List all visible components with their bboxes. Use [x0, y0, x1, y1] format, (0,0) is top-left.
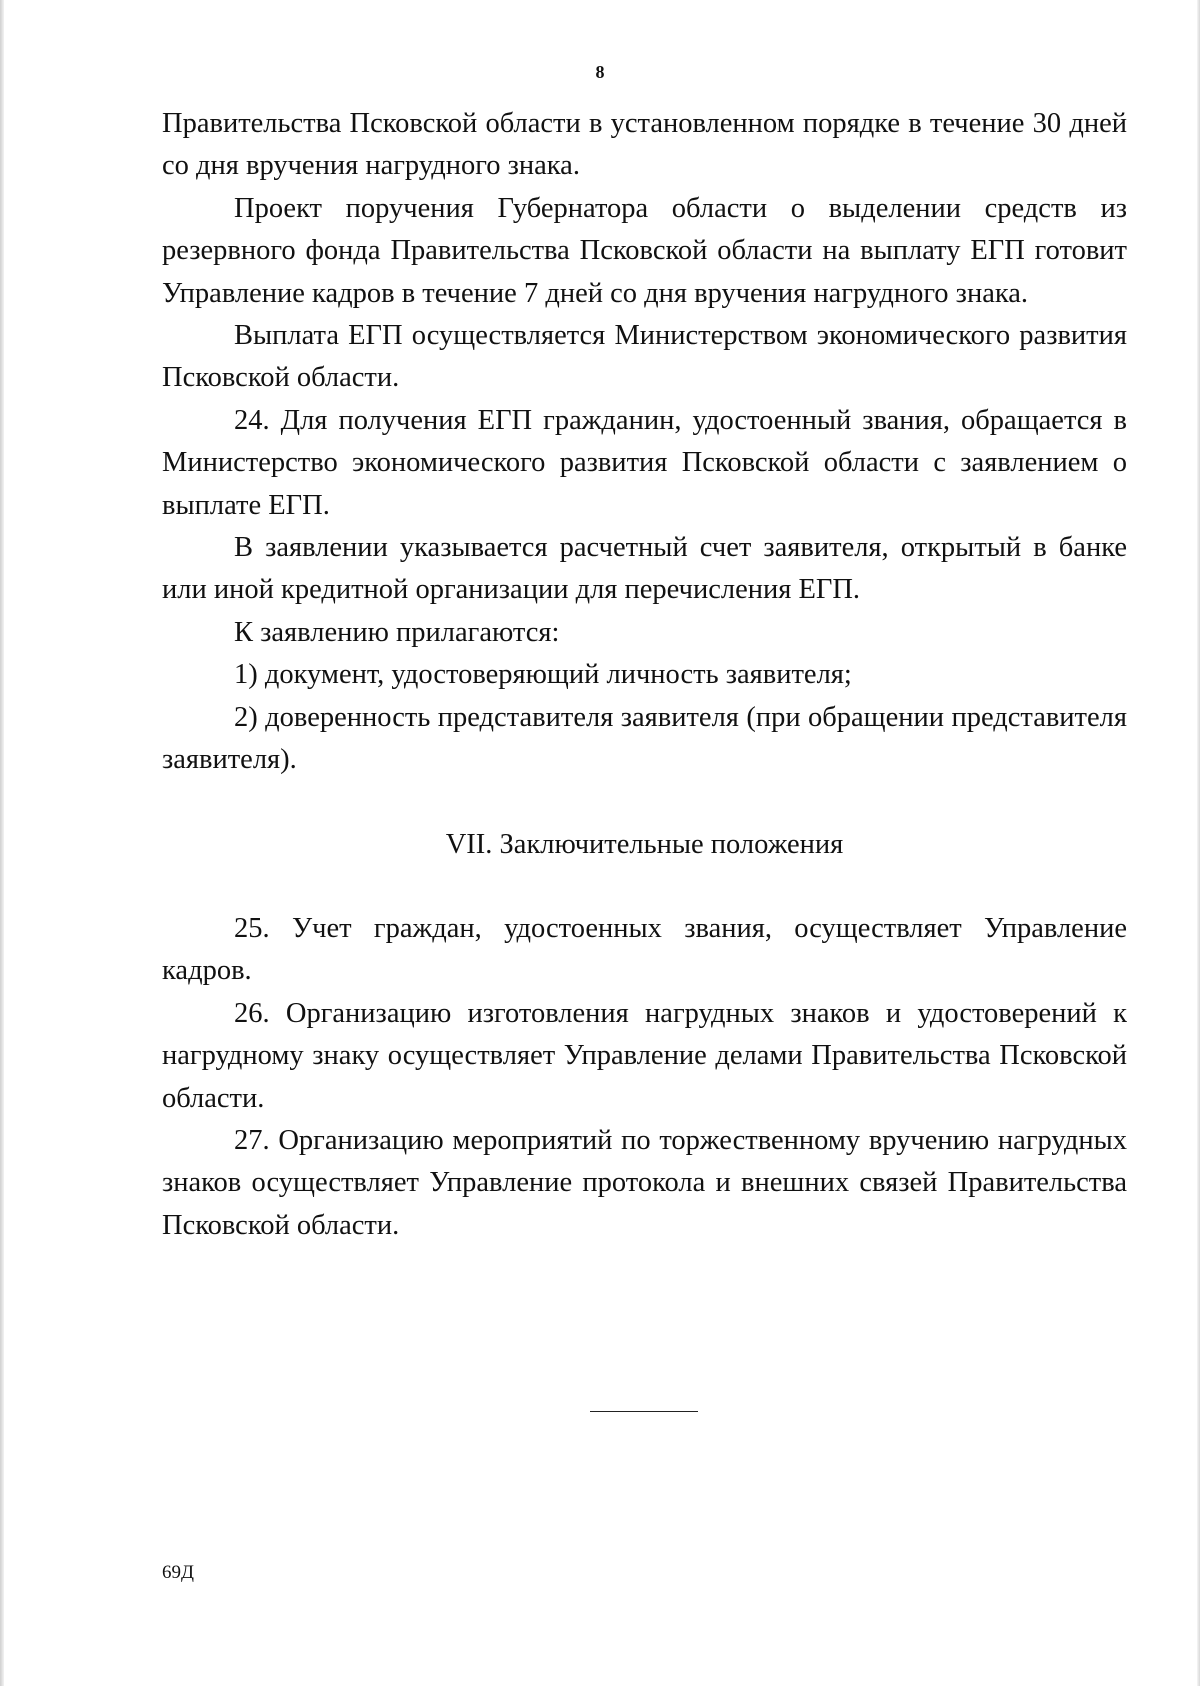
paragraph-application-account: В заявлении указывается расчетный счет заявителя, открытый в банке или иной кредитной организации для перечисления ЕГП. [162, 532, 1127, 606]
paragraph-item-27: 27. Организацию мероприятий по торжественному вручению нагрудных знаков осуществляет Управление протокола и внешних связей Правительства Псковской области. [162, 1124, 1127, 1241]
section-title: VII. Заключительные положения [445, 828, 844, 860]
paragraph-attachment-1: 1) документ, удостоверяющий личность заявителя; [234, 659, 852, 691]
scan-edge-left [0, 0, 4, 1686]
end-of-document-rule [590, 1411, 698, 1412]
document-body [162, 103, 1127, 1247]
paragraph-item-25: 25. Учет граждан, удостоенных звания, осуществляет Управление кадров. [162, 912, 1127, 987]
paragraph-attachments-intro: К заявлению прилагаются: [234, 616, 560, 648]
paragraph-item-24: 24. Для получения ЕГП гражданин, удостоенный звания, обращается в Министерство экономического развития Псковской области с заявлением о выплате ЕГП. [162, 404, 1127, 521]
paragraph-item-26: 26. Организацию изготовления нагрудных знаков и удостоверений к нагрудному знаку осуществляет Управление делами Правительства Псковской области. [162, 997, 1127, 1114]
page-number: 8 [595, 62, 605, 82]
paragraph-payment: Выплата ЕГП осуществляется Министерством экономического развития Псковской области. [162, 320, 1127, 394]
paragraph-attachment-2: 2) доверенность представителя заявителя (при обращении представителя заявителя). [162, 701, 1127, 776]
paragraph-continuation: Правительства Псковской области в установленном порядке в течение 30 дней со дня вручения нагрудного знака. [162, 108, 1127, 182]
footer-code: 69Д [162, 1562, 194, 1583]
paragraph-project-order: Проект поручения Губернатора области о выделении средств из резервного фонда Правительства Псковской области на выплату ЕГП готовит Управление кадров в течение 7 дней со дня вручения нагрудного знака. [162, 192, 1127, 309]
